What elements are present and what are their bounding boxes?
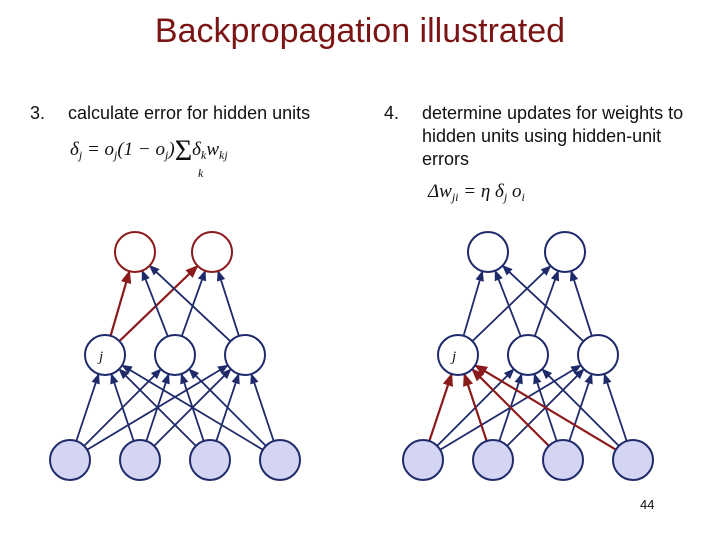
edge-input-3-hidden-0: [122, 365, 263, 449]
slide-title: Backpropagation illustrated: [154, 12, 566, 50]
input-node: [543, 440, 583, 480]
input-node: [260, 440, 300, 480]
edge-hidden-2-output-1: [571, 271, 592, 336]
input-node: [190, 440, 230, 480]
edge-hidden-1-output-0: [142, 271, 168, 337]
edge-input-3-hidden-0: [475, 365, 616, 449]
edge-input-0-hidden-0: [76, 374, 98, 441]
weight-update-formula: $\Delta w_{ji} = \eta$ $\delta_j$ $o_i$: [428, 181, 525, 204]
input-node: [473, 440, 513, 480]
hidden-node: [578, 335, 618, 375]
input-node: [403, 440, 443, 480]
edge-hidden-1-output-1: [535, 271, 558, 336]
step-3-number: 3.: [30, 103, 46, 123]
input-node: [50, 440, 90, 480]
edge-hidden-2-output-0: [503, 266, 584, 342]
edge-hidden-2-output-0: [150, 266, 231, 342]
hidden-unit-j-label: j: [99, 349, 104, 365]
edge-input-3-hidden-2: [604, 374, 626, 441]
output-node: [468, 232, 508, 272]
step-3-text: calculate error for hidden units: [68, 103, 311, 123]
output-node: [192, 232, 232, 272]
hidden-node: [155, 335, 195, 375]
hidden-node: [225, 335, 265, 375]
step-4-number: 4.: [384, 103, 400, 123]
step-4-text: determine updates for weights to hidden units using hidden-unit errors: [422, 103, 684, 169]
hidden-node: [508, 335, 548, 375]
input-node: [613, 440, 653, 480]
edge-hidden-0-output-1: [119, 266, 197, 341]
edge-input-1-hidden-0: [464, 374, 486, 441]
output-node: [545, 232, 585, 272]
hidden-error-formula: $\delta_j = o_j(1 - o_j)\Sigma\delta_kw_{kj}$ k: [70, 134, 228, 180]
edge-hidden-0-output-0: [111, 271, 130, 336]
hidden-unit-j-label: j: [452, 349, 457, 365]
edge-input-0-hidden-0: [429, 374, 451, 441]
edge-input-1-hidden-0: [111, 374, 133, 441]
edge-hidden-0-output-0: [464, 271, 483, 336]
hidden-node: [438, 335, 478, 375]
edge-hidden-2-output-1: [218, 271, 239, 336]
edge-hidden-1-output-0: [495, 271, 521, 337]
edge-hidden-1-output-1: [182, 271, 205, 336]
output-node: [115, 232, 155, 272]
step-4-network: [403, 232, 653, 480]
edge-hidden-0-output-1: [472, 266, 550, 341]
page-number: 44: [640, 497, 655, 512]
edge-input-3-hidden-2: [251, 374, 273, 441]
step-3-network: [50, 232, 300, 480]
hidden-node: [85, 335, 125, 375]
input-node: [120, 440, 160, 480]
